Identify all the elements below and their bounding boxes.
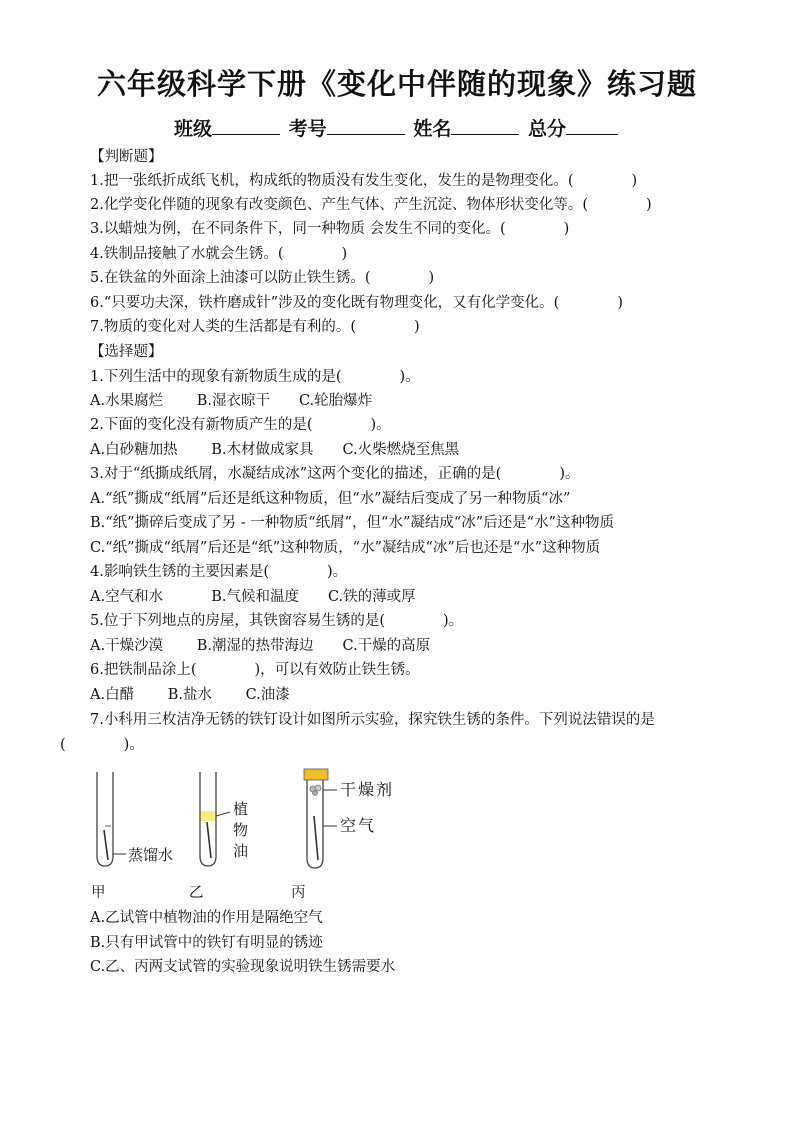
- tube-label-bing: 丙: [291, 885, 306, 901]
- desiccant-bead: [315, 785, 321, 791]
- judge-item-2: 2.化学变化伴随的现象有改变颜色、产生气体、产生沉淀、物体形状变化等。( ): [90, 197, 652, 213]
- label-air: 空气: [340, 816, 377, 835]
- rubber-stopper: [304, 769, 328, 780]
- label-desiccant: 干燥剂: [340, 780, 395, 799]
- choice-q1-options: A.水果腐烂 B.湿衣晾干 C.轮胎爆炸: [90, 393, 373, 409]
- judge-item-4: 4.铁制品接触了水就会生锈。( ): [90, 246, 348, 262]
- choice-section-header: 【选择题】: [90, 344, 163, 360]
- choice-q6-options: A.白醋 B.盐水 C.油漆: [90, 687, 290, 703]
- judge-section-header: 【判断题】: [90, 149, 163, 165]
- test-tube-jia: [97, 772, 113, 866]
- choice-q5-options: A.干燥沙漠 B.潮湿的热带海边 C.干燥的高原: [90, 638, 431, 654]
- judge-item-5: 5.在铁盆的外面涂上油漆可以防止铁生锈。( ): [90, 270, 435, 286]
- choice-q7: 7.小科用三枚洁净无锈的铁钉设计如图所示实验，探究铁生锈的条件。下列说法错误的是: [90, 712, 655, 728]
- choice-q4-options: A.空气和水 B.气候和温度 C.铁的薄或厚: [90, 589, 416, 605]
- choice-q7-option-c: C.乙、丙两支试管的实验现象说明铁生锈需要水: [90, 959, 396, 975]
- choice-q2-options: A.白砂糖加热 B.木材做成家具 C.火柴燃烧至焦黑: [90, 442, 460, 458]
- choice-q5: 5.位于下列地点的房屋，其铁窗容易生锈的是( )。: [90, 613, 464, 629]
- choice-q3-option-c: C.“纸”撕成“纸屑”后还是“纸”这种物质，“水”凝结成“冰”后也还是“水”这种物质: [90, 540, 601, 556]
- oil-pointer: [216, 812, 230, 816]
- choice-q7-option-a: A.乙试管中植物油的作用是隔绝空气: [90, 910, 323, 926]
- choice-q7-option-b: B.只有甲试管中的铁钉有明显的锈迹: [90, 935, 323, 951]
- judge-item-1: 1.把一张纸折成纸飞机，构成纸的物质没有发生变化，发生的是物理变化。( ): [90, 173, 638, 189]
- choice-q3: 3.对于“纸撕成纸屑，水凝结成冰”这两个变化的描述，正确的是( )。: [90, 466, 580, 482]
- plant-oil-layer: [200, 811, 216, 821]
- label-distilled-water: 蒸馏水: [128, 846, 174, 864]
- page-title: 六年级科学下册《变化中伴随的现象》练习题: [96, 67, 697, 101]
- label-oil-3: 油: [233, 842, 249, 860]
- choice-q4: 4.影响铁生锈的主要因素是( )。: [90, 564, 348, 580]
- iron-nail-bing: [314, 816, 318, 860]
- score-label: 总分: [527, 118, 566, 140]
- iron-nail-yi: [207, 822, 211, 858]
- class-label: 班级: [174, 118, 213, 140]
- choice-q1: 1.下列生活中的现象有新物质生成的是( )。: [90, 369, 420, 385]
- name-label: 姓名: [413, 118, 452, 140]
- choice-q3-option-b: B.“纸”撕碎后变成了另 - 一种物质“纸屑”，但“水”凝结成“冰”后还是“水”这种物质: [90, 515, 615, 531]
- exam-no-label: 考号: [288, 118, 327, 140]
- choice-q7-blank: ( )。: [60, 737, 144, 753]
- choice-q3-option-a: A.“纸”撕成“纸屑”后还是纸这种物质，但“水”凝结后变成了另一种物质“冰”: [90, 491, 571, 507]
- judge-item-6: 6.“只要功夫深，铁杵磨成针”涉及的变化既有物理变化，又有化学变化。( ): [90, 295, 623, 311]
- choice-q6: 6.把铁制品涂上( )，可以有效防止铁生锈。: [90, 662, 420, 678]
- label-oil-1: 植: [233, 800, 249, 818]
- label-oil-2: 物: [233, 821, 249, 839]
- iron-nail-jia: [104, 830, 108, 860]
- tube-label-yi: 乙: [189, 885, 204, 901]
- judge-item-3: 3.以蜡烛为例，在不同条件下，同一种物质 会发生不同的变化。( ): [90, 221, 570, 237]
- tube-label-jia: 甲: [91, 885, 106, 901]
- choice-q2: 2.下面的变化没有新物质产生的是( )。: [90, 417, 391, 433]
- desiccant-bead: [313, 791, 318, 796]
- judge-item-7: 7.物质的变化对人类的生活都是有利的。( ): [90, 319, 420, 335]
